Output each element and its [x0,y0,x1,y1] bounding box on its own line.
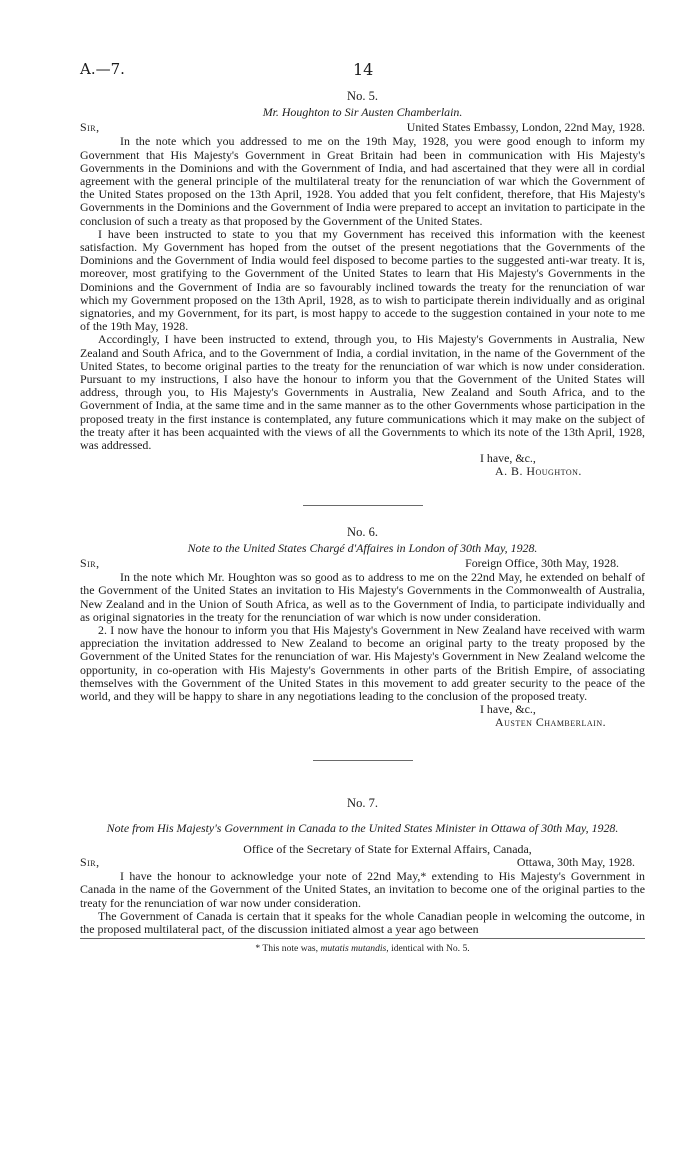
salutation: Sir, [80,556,100,571]
page-content [80,90,645,955]
document-number: No. 7. [347,795,378,810]
paragraph: I have been instructed to state to you that my Government has received this information with the keenest satisfaction. My Government has hoped from the outset of the present negotiations that the Governments of the Dominions and the Government of India would feel disposed to become parties to the suggested anti-war treaty. It is, moreover, most gratifying to the Government of the United States to learn that His Majesty's Governments in the Dominions and the Government of India are so favourably inclined towards the treaty for the renunciation of war which my Government proposed on the 13th April, 1928, as to wish to participate therein individually and as original signatories, and my Government, for its part, is most happy to accede to the suggestion contained in your note to me of the 19th May, 1928. [80,226,645,334]
document-title: Note to the United States Chargé d'Affaires in London of 30th May, 1928. [187,540,538,555]
footnote-italic: mutatis mutandis, [320,943,389,955]
place-date: Ottawa, 30th May, 1928. [516,855,635,870]
place-date: Foreign Office, 30th May, 1928. [465,556,619,571]
signature: A. B. Houghton. [495,464,582,479]
footnote [80,942,645,955]
page-number: 14 [353,60,374,79]
section-divider [313,760,413,761]
document-no-7 [80,797,645,937]
paragraph: I have the honour to acknowledge your note of 22nd May,* extending to His Majesty's Government in Canada in the name of the Government of the United States, an invitation to become one of the original parties to the treaty for the renunciation of war now under consideration. [80,869,645,910]
salutation: Sir, [80,120,100,135]
closing: I have, &c., [480,451,536,466]
salutation-row [80,557,645,571]
paragraph: In the note which Mr. Houghton was so good as to address to me on the 22nd May, he extended on behalf of the Government of the United States an invitation to His Majesty's Governments in the Commonwealth of Australia, New Zealand and in the Union of South Africa, as well as to the Government of India, to participate individually and as original signatories in the treaty for the renunciation of war which is now under consideration. [80,570,645,624]
document-no-5 [80,90,645,479]
document-number: No. 6. [347,524,378,539]
paragraph: The Government of Canada is certain that it speaks for the whole Canadian people in welcoming the outcome, in the proposed multilateral pact, of the discussion initiated almost a year ago between [80,908,645,936]
office-line: Office of the Secretary of State for External Affairs, Canada, [243,841,532,856]
document-title: Note from His Majesty's Government in Canada to the United States Minister in Ottawa of 30th May, 1928. [106,820,619,835]
footnote-divider [80,938,645,939]
footnote-prefix: * This note was, [255,943,319,955]
footnote-suffix: identical with No. 5. [391,943,470,955]
signature: Austen Chamberlain. [495,715,607,730]
paragraph: Accordingly, I have been instructed to extend, through you, to His Majesty's Governments in Australia, New Zealand and South Africa, and to the Government of India, a cordial invitation, in the name of the Government of the United States, to become original parties to the treaty for the renunciation of war which is now under consideration. Pursuant to my instructions, I also have the honour to inform you that the Government of the United States will address, through you, to His Majesty's Governments in Australia, New Zealand and South Africa, and to the Government of India, at the same time and in the same manner as to the other Governments whose participation in the proposed treaty in the first instance is contemplated, any future communications which it may make on the subject of the treaty after it has been acquainted with the views of all the Governments to which its note of the 13th April, 1928, was addressed. [80,332,645,453]
closing: I have, &c., [480,702,536,717]
section-divider [303,505,423,506]
paragraph: 2. I now have the honour to inform you that His Majesty's Government in New Zealand have received with warm appreciation the invitation addressed to New Zealand to become an original party to the treaty proposed by the Government of the United States for the renunciation of war. His Majesty's Government in New Zealand welcome the opportunity, in co-operation with His Majesty's Governments in other parts of the British Empire, of associating themselves with the Government of the United States in this movement to add greater security to the peace of the world, and they will be happy to share in any negotiations leading to the conclusion of the proposed treaty. [80,622,645,703]
page-header [80,60,652,80]
salutation-row [80,121,645,135]
salutation-row [80,856,645,870]
paper-reference: A.—7. [80,60,125,78]
document-number: No. 5. [347,89,378,103]
salutation: Sir, [80,855,100,870]
place-date: United States Embassy, London, 22nd May, 1928. [406,120,645,135]
document-no-6 [80,526,645,730]
paragraph: In the note which you addressed to me on the 19th May, 1928, you were good enough to inform my Government that His Majesty's Government in Great Britain had been in communication with His Majesty's Governments in the Dominions and with the Government of India, and had ascertained that they were all in cordial agreement with the general principle of the multilateral treaty for the renunciation of war which the Government of the United States proposed on the 13th April, 1928. You added that you felt confident, therefore, that His Majesty's Governments in the Dominions and the Government of India were prepared to accept an invitation to participate in the conclusion of such a treaty as that proposed by the Government of the United States. [80,134,645,228]
document-title: Mr. Houghton to Sir Austen Chamberlain. [262,105,463,120]
